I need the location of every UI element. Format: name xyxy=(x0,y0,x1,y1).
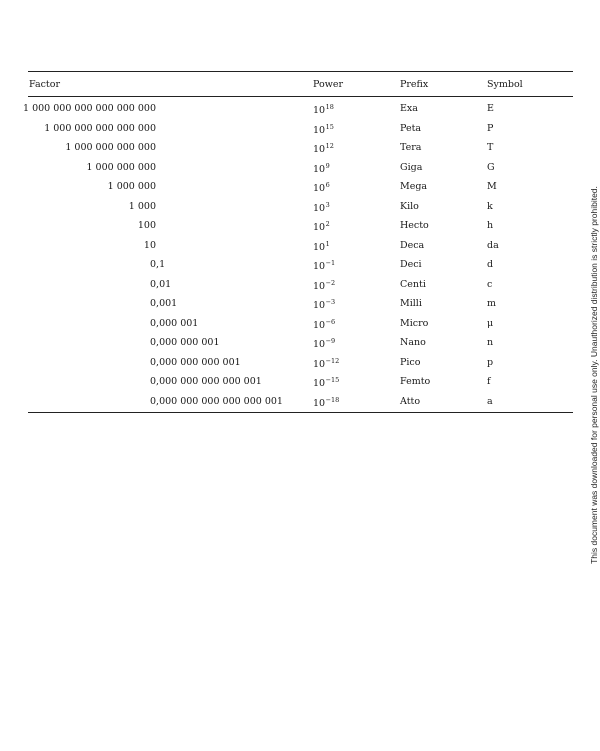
power-exponent: 6 xyxy=(325,181,330,189)
cell-prefix: Pico xyxy=(400,356,421,368)
cell-factor: 1 000 000 xyxy=(107,181,156,192)
cell-factor: 0,000 001 xyxy=(150,317,199,329)
header-factor: Factor xyxy=(29,79,61,90)
cell-prefix: Deca xyxy=(400,239,425,251)
power-exponent: 18 xyxy=(325,103,334,111)
power-base: 10 xyxy=(313,339,326,350)
power-base: 10 xyxy=(313,358,326,370)
table-row xyxy=(28,179,573,199)
power-exponent: −15 xyxy=(325,376,340,384)
table-row xyxy=(28,374,573,394)
cell-power xyxy=(313,376,339,389)
cell-prefix: Giga xyxy=(400,161,423,173)
cell-prefix: Hecto xyxy=(400,220,429,231)
power-base: 10 xyxy=(313,378,326,389)
cell-symbol: f xyxy=(487,376,491,387)
table-header-rule xyxy=(28,96,573,97)
cell-symbol: μ xyxy=(487,317,494,329)
cell-factor: 100 xyxy=(137,220,156,231)
cell-power xyxy=(313,337,335,350)
power-exponent: −12 xyxy=(325,356,340,365)
cell-power xyxy=(313,103,334,116)
power-base: 10 xyxy=(313,241,326,253)
cell-symbol: M xyxy=(487,181,497,192)
power-exponent: −2 xyxy=(325,278,336,287)
power-base: 10 xyxy=(313,183,326,194)
cell-symbol: T xyxy=(487,142,494,153)
header-power: Power xyxy=(313,79,344,90)
table-row xyxy=(28,218,573,238)
power-exponent: −9 xyxy=(325,337,336,345)
table-top-rule xyxy=(28,71,573,72)
cell-factor: 1 000 xyxy=(128,200,156,212)
cell-symbol: d xyxy=(487,259,494,270)
cell-factor: 10 xyxy=(143,239,156,251)
power-exponent: 12 xyxy=(325,142,334,150)
power-base: 10 xyxy=(313,124,326,136)
cell-symbol: E xyxy=(487,103,494,114)
power-base: 10 xyxy=(313,280,326,292)
table-row xyxy=(28,335,573,355)
power-base: 10 xyxy=(313,397,326,409)
cell-factor: 0,000 000 000 000 000 001 xyxy=(150,395,283,407)
cell-symbol: P xyxy=(487,122,494,134)
power-exponent: −6 xyxy=(325,317,336,326)
table-row xyxy=(28,199,573,219)
power-exponent: −3 xyxy=(325,298,336,306)
table-row xyxy=(28,257,573,277)
cell-symbol: a xyxy=(487,395,493,407)
cell-factor: 1 000 000 000 000 xyxy=(65,142,156,153)
cell-prefix: Nano xyxy=(400,337,426,348)
cell-power xyxy=(313,318,335,331)
cell-symbol: m xyxy=(487,298,497,309)
power-exponent: 9 xyxy=(325,161,330,170)
cell-factor: 0,1 xyxy=(150,259,166,270)
power-exponent: 3 xyxy=(325,200,330,209)
cell-power xyxy=(313,396,339,409)
cell-symbol: p xyxy=(487,356,494,368)
table-body xyxy=(23,101,573,413)
cell-power xyxy=(313,259,335,272)
cell-factor: 0,001 xyxy=(150,298,178,309)
cell-prefix: Milli xyxy=(400,298,422,309)
cell-prefix: Atto xyxy=(400,395,421,407)
cell-power xyxy=(313,142,334,155)
distribution-watermark: This document was downloaded for personal use only. Unauthorized distribution is strictly prohibited. xyxy=(589,186,599,564)
cell-prefix: Exa xyxy=(400,103,418,114)
cell-power xyxy=(313,201,330,214)
power-exponent: 1 xyxy=(325,239,330,248)
cell-prefix: Deci xyxy=(400,259,422,270)
cell-power xyxy=(313,357,339,370)
cell-prefix: Kilo xyxy=(400,200,419,212)
table-row xyxy=(28,316,573,336)
power-base: 10 xyxy=(313,319,326,331)
cell-prefix: Peta xyxy=(400,122,422,134)
power-base: 10 xyxy=(313,163,326,175)
table-row xyxy=(28,296,573,316)
cell-prefix: Femto xyxy=(400,376,431,387)
power-exponent: 2 xyxy=(325,220,330,228)
cell-symbol: h xyxy=(487,220,494,231)
cell-factor: 0,000 000 001 xyxy=(150,337,220,348)
power-base: 10 xyxy=(313,202,326,214)
cell-factor: 1 000 000 000 000 000 000 xyxy=(23,103,156,114)
cell-power xyxy=(313,220,330,233)
cell-prefix: Centi xyxy=(400,278,426,290)
power-exponent: 15 xyxy=(325,122,334,131)
power-base: 10 xyxy=(313,261,326,272)
cell-factor: 0,000 000 000 000 001 xyxy=(150,376,262,387)
table-row xyxy=(28,140,573,160)
cell-factor: 1 000 000 000 xyxy=(86,161,156,173)
cell-prefix: Tera xyxy=(400,142,422,153)
power-base: 10 xyxy=(313,222,326,233)
cell-symbol: n xyxy=(487,337,494,348)
table-row xyxy=(28,355,573,375)
cell-factor: 1 000 000 000 000 000 xyxy=(44,122,156,134)
cell-factor: 0,000 000 000 001 xyxy=(150,356,241,368)
cell-symbol: k xyxy=(487,200,493,212)
power-exponent: −1 xyxy=(325,259,336,267)
table-row xyxy=(28,238,573,258)
cell-symbol: da xyxy=(487,239,499,251)
cell-power xyxy=(313,181,330,194)
cell-power xyxy=(313,279,335,292)
table-row xyxy=(28,394,573,414)
cell-power xyxy=(313,162,330,175)
cell-power xyxy=(313,123,334,136)
table-row xyxy=(28,160,573,180)
power-base: 10 xyxy=(313,300,326,311)
table-row xyxy=(23,101,573,121)
header-symbol: Symbol xyxy=(487,79,523,90)
power-base: 10 xyxy=(313,105,326,116)
cell-symbol: c xyxy=(487,278,493,290)
cell-prefix: Mega xyxy=(400,181,428,192)
cell-symbol: G xyxy=(487,161,495,173)
table-row xyxy=(28,121,573,141)
cell-prefix: Micro xyxy=(400,317,429,329)
power-exponent: −18 xyxy=(325,395,340,404)
cell-power xyxy=(313,240,330,253)
cell-factor: 0,01 xyxy=(150,278,172,290)
cell-power xyxy=(313,298,335,311)
header-prefix: Prefix xyxy=(400,79,429,90)
table-row xyxy=(28,277,573,297)
power-base: 10 xyxy=(313,144,326,155)
